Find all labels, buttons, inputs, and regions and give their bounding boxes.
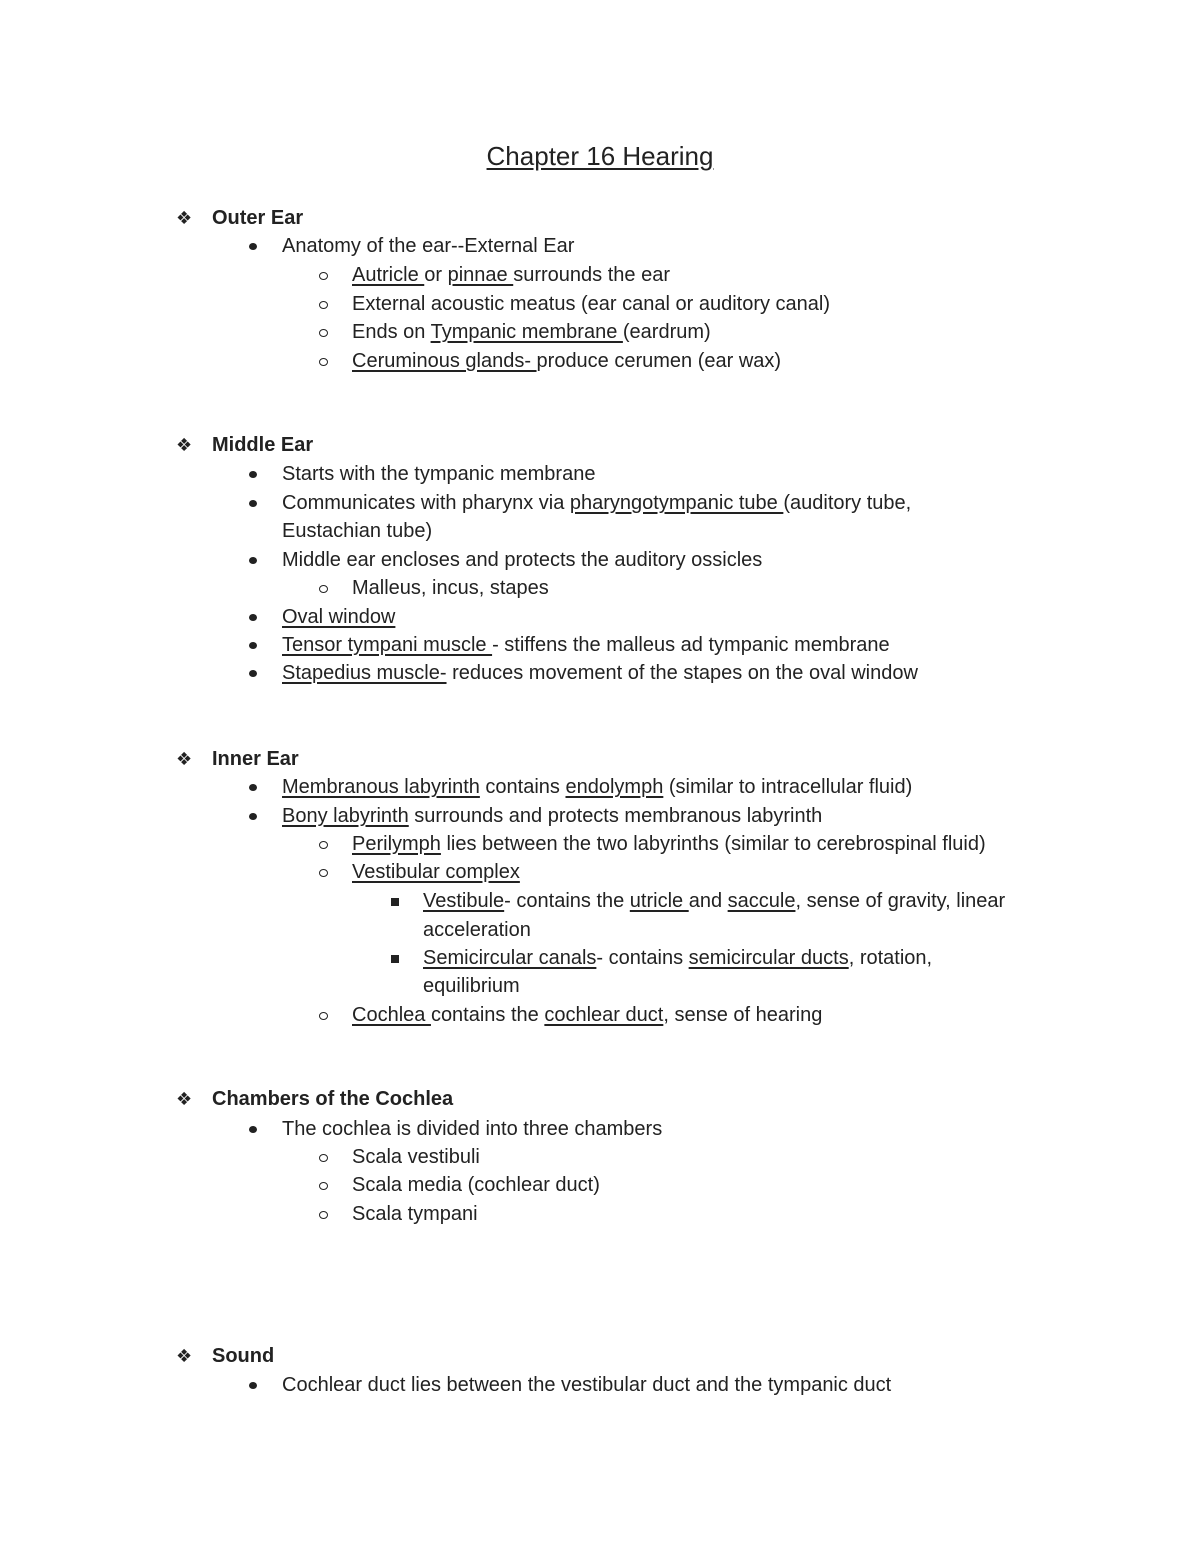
circle-bullet-icon xyxy=(317,831,329,857)
text: contains xyxy=(479,776,566,798)
circle-bullet-icon xyxy=(317,859,329,885)
diamond-bullet-icon: ❖ xyxy=(176,1346,193,1366)
term: Semicircular canals xyxy=(423,947,597,969)
term: Perilymph xyxy=(352,833,441,855)
diamond-bullet-icon: ❖ xyxy=(176,749,193,769)
circle-bullet-icon xyxy=(317,291,329,317)
text: lies between the two labyrinths (similar to cerebrospinal fluid) xyxy=(440,833,986,855)
term: Vestibule xyxy=(423,890,505,912)
list-item xyxy=(282,774,912,800)
list-item: Cochlear duct lies between the vestibular duct and the tympanic duct xyxy=(282,1374,892,1396)
list-item xyxy=(352,1002,822,1028)
term: Stapedius muscle- xyxy=(282,662,447,684)
circle-bullet-icon xyxy=(317,1144,329,1170)
term: endolymph xyxy=(565,776,664,798)
list-item xyxy=(352,262,670,288)
disc-bullet-icon xyxy=(246,490,258,516)
list-item: Starts with the tympanic membrane xyxy=(282,463,596,485)
list-item: Anatomy of the ear--External Ear xyxy=(282,235,575,257)
list-item xyxy=(352,831,986,857)
text: (auditory tube, xyxy=(783,492,912,514)
term: Bony labyrinth xyxy=(282,805,409,827)
disc-bullet-icon xyxy=(246,547,258,573)
text: - stiffens the malleus ad tympanic membrane xyxy=(492,634,890,656)
text: (similar to intracellular fluid) xyxy=(663,776,913,798)
term: semicircular ducts xyxy=(688,947,849,969)
disc-bullet-icon xyxy=(246,803,258,829)
diamond-bullet-icon: ❖ xyxy=(176,208,193,228)
list-item xyxy=(282,632,890,658)
text: - contains xyxy=(596,947,689,969)
diamond-bullet-icon: ❖ xyxy=(176,1089,193,1109)
list-item xyxy=(282,803,822,829)
list-item: Scala vestibuli xyxy=(352,1146,480,1168)
text: , sense of hearing xyxy=(663,1004,823,1026)
text: Communicates with pharynx via xyxy=(282,492,570,514)
list-item-continuation: Eustachian tube) xyxy=(282,520,433,542)
disc-bullet-icon xyxy=(246,1116,258,1142)
list-item xyxy=(282,660,918,686)
text: or xyxy=(424,264,448,286)
page-title: Chapter 16 Hearing xyxy=(486,141,714,171)
section-heading: Outer Ear xyxy=(212,207,304,229)
circle-bullet-icon xyxy=(317,1002,329,1028)
term: Membranous labyrinth xyxy=(282,776,480,798)
list-item: Middle ear encloses and protects the auditory ossicles xyxy=(282,549,763,571)
section-heading: Inner Ear xyxy=(212,748,299,770)
text: , sense of gravity, linear xyxy=(795,890,1006,912)
list-item xyxy=(282,490,911,516)
list-item xyxy=(423,888,1005,914)
disc-bullet-icon xyxy=(246,604,258,630)
section-heading: Middle Ear xyxy=(212,434,314,456)
circle-bullet-icon xyxy=(317,1172,329,1198)
square-bullet-icon xyxy=(389,888,401,914)
text: Ends on xyxy=(352,321,431,343)
term: pharyngotympanic tube xyxy=(569,492,784,514)
disc-bullet-icon xyxy=(246,1372,258,1398)
circle-bullet-icon xyxy=(317,348,329,374)
text: surrounds and protects membranous labyrinth xyxy=(408,805,823,827)
disc-bullet-icon xyxy=(246,774,258,800)
list-item xyxy=(352,319,711,345)
term: Autricle xyxy=(352,264,425,286)
circle-bullet-icon xyxy=(317,262,329,288)
list-item: Scala tympani xyxy=(352,1203,478,1225)
circle-bullet-icon xyxy=(317,575,329,601)
section-heading: Sound xyxy=(212,1345,275,1367)
square-bullet-icon xyxy=(389,945,401,971)
list-item xyxy=(352,348,781,374)
list-item: The cochlea is divided into three chambers xyxy=(282,1118,663,1140)
text: , rotation, xyxy=(848,947,933,969)
term: Ceruminous glands- xyxy=(352,350,537,372)
text: produce cerumen (ear wax) xyxy=(536,350,782,372)
term: Cochlea xyxy=(352,1004,431,1026)
text: contains the xyxy=(430,1004,545,1026)
term: Tympanic membrane xyxy=(430,321,623,343)
list-item: Oval window xyxy=(282,606,396,628)
circle-bullet-icon xyxy=(317,1201,329,1227)
list-item-continuation: equilibrium xyxy=(423,975,520,997)
text: reduces movement of the stapes on the oval window xyxy=(446,662,918,684)
text: (eardrum) xyxy=(622,321,711,343)
term: Tensor tympani muscle xyxy=(282,634,493,656)
term: utricle xyxy=(629,890,689,912)
list-item: External acoustic meatus (ear canal or auditory canal) xyxy=(352,293,831,315)
list-item-continuation: acceleration xyxy=(423,919,531,941)
text: - contains the xyxy=(504,890,630,912)
list-item: Scala media (cochlear duct) xyxy=(352,1174,600,1196)
text: and xyxy=(688,890,728,912)
disc-bullet-icon xyxy=(246,632,258,658)
disc-bullet-icon xyxy=(246,660,258,686)
term: cochlear duct xyxy=(544,1004,664,1026)
list-item: Vestibular complex xyxy=(352,861,520,883)
term: pinnae xyxy=(447,264,514,286)
disc-bullet-icon xyxy=(246,233,258,259)
circle-bullet-icon xyxy=(317,319,329,345)
term: saccule xyxy=(727,890,796,912)
text: surrounds the ear xyxy=(513,264,670,286)
list-item: Malleus, incus, stapes xyxy=(352,577,549,599)
diamond-bullet-icon: ❖ xyxy=(176,435,193,455)
disc-bullet-icon xyxy=(246,461,258,487)
section-heading: Chambers of the Cochlea xyxy=(212,1088,454,1110)
list-item xyxy=(423,945,932,971)
